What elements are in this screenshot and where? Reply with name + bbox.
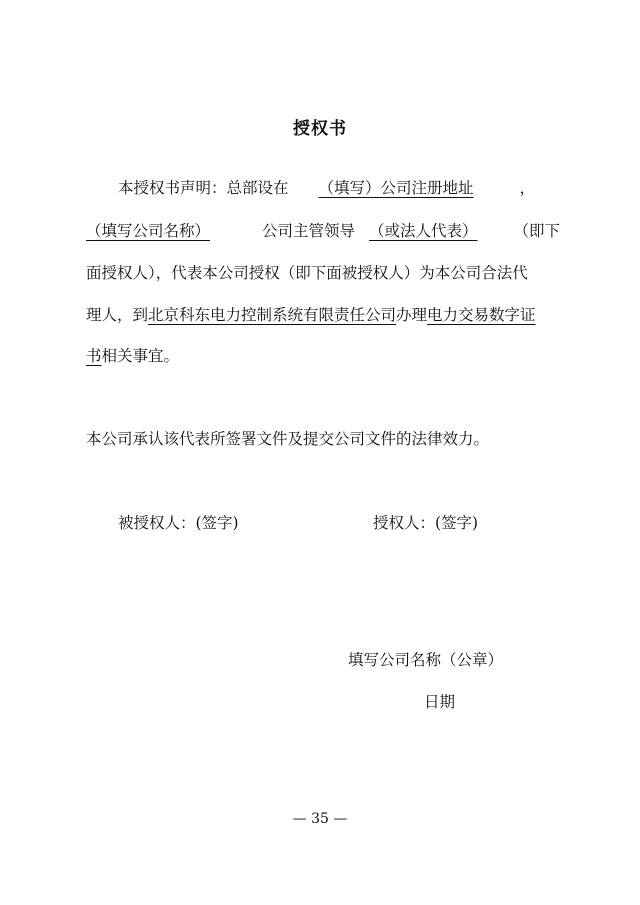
page-number: — 35 — [292, 811, 348, 827]
certificate-item: 电力交易数字证 [427, 306, 536, 324]
paragraph-line-1 [86, 177, 566, 199]
paragraph-line-5 [86, 345, 566, 367]
paragraph-line-4 [86, 304, 566, 326]
document-title: 授权书 [293, 119, 347, 139]
legal-effect-paragraph: 本公司承认该代表所签署文件及提交公司文件的法律效力。 [86, 430, 490, 448]
legal-representative-text: （或法人代表） [369, 222, 478, 240]
line2-mid: 公司主管领导 [262, 222, 356, 240]
registered-address-text: （填写）公司注册地址 [318, 179, 474, 197]
line4-prefix: 理人，到 [86, 306, 149, 324]
line4-mid: 办理 [396, 306, 428, 324]
registered-address-blank [289, 179, 520, 197]
paragraph-line-3: 面授权人），代表本公司授权（即下面被授权人）为本公司合法代 [86, 264, 528, 282]
legal-representative-blank [359, 222, 508, 240]
line1-comma: ， [519, 179, 536, 197]
paragraph-line-2 [86, 220, 566, 242]
organization-name: 北京科东电力控制系统有限责任公司 [148, 306, 397, 324]
company-seal-label: 填写公司名称（公章） [348, 651, 504, 669]
grantee-signature-label: 被授权人：(签字) [118, 514, 239, 532]
line2-suffix: （即下 [513, 222, 561, 240]
grantor-signature-label: 授权人：(签字) [373, 514, 479, 532]
certificate-item-cont: 书 [86, 347, 102, 365]
company-name-text: （填写公司名称） [86, 222, 211, 240]
line1-prefix: 本授权书声明：总部设在 [118, 179, 289, 197]
date-label: 日期 [424, 693, 456, 711]
line5-suffix: 相关事宜。 [101, 347, 180, 365]
company-name-blank [86, 222, 262, 240]
